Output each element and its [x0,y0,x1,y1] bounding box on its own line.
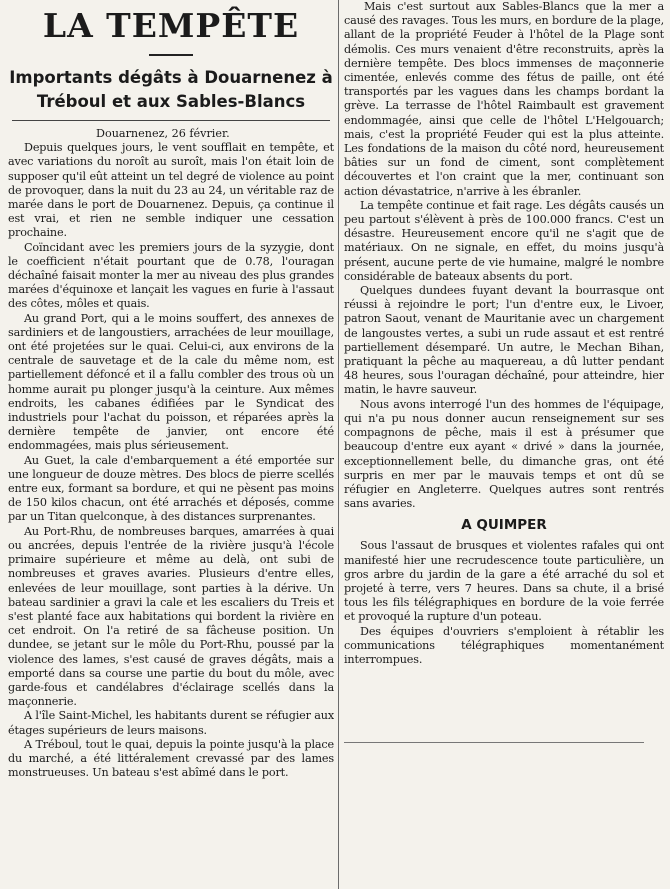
dateline: Douarnenez, 26 février. [96,127,230,140]
paragraph: Mais c'est surtout aux Sables-Blancs que la mer a causé des ravages. Tous les murs, en bordure de la plage, allant de la propriété Feuder à l'hôtel de la Plage sont démolis. Ces murs venaient d'être reconstruits, après la dernière tempête. Des blocs immenses de maçonnerie cimentée, enlevés comme des fétus de paille, ont été transportés par les vagues dans les champs bordant la grève. La terrasse de l'hôtel Raimbault est gravement endommagée, ainsi que celle de l'hôtel L'Helgouarch; mais, c'est la propriété Feuder qui est la plus atteinte. Les fondations de la maison du côté nord, heureusement bâties sur un fond de ciment, sont complètement découvertes et l'on craint que la mer, continuant son action dévastatrice, n'arrive à les ébranler. [344,0,664,198]
paragraph: A l'île Saint-Michel, les habitants durent se réfugier aux étages supérieurs de leurs maisons. [8,709,334,737]
section-end-rule [344,742,644,743]
column-rule [338,0,339,889]
paragraph: Quelques dundees fuyant devant la bourrasque ont réussi à rejoindre le port; l'un d'entre eux, le Livoer, patron Saout, venant de Mauritanie avec un chargement de langoustes vertes, a subi un rude assaut et est rentré partiellement désemparé. Un autre, le Mechan Bihan, pratiquant la pêche au maquereau, a dû lutter pendant 48 heures, sous l'ouragan déchaîné, pour atteindre, hier matin, le havre sauveur. [344,284,664,397]
paragraph: Nous avons interrogé l'un des hommes de l'équipage, qui n'a pu nous donner aucun renseignement sur ses compagnons de pêche, mais il est à présumer que beaucoup d'entre eux ayant « drivé » dans la journée, exceptionnellement belle, du dimanche gras, ont été surpris en mer par le mauvais temps et ont dû se réfugier en Angleterre. Quelques autres sont rentrés sans avaries. [344,397,664,511]
paragraph: Des équipes d'ouvriers s'emploient à rétablir les communications télégraphiques momentanément interrompues. [344,624,664,666]
headline: LA TEMPÊTE [42,6,300,45]
paragraph: Depuis quelques jours, le vent soufflait en tempête, et avec variations du noroît au suroît, mais l'on était loin de supposer qu'il eût atteint un tel degré de violence au point de provoquer, dans la nuit du 23 au 24, un véritable raz de marée dans le port de Douarnenez. Depuis, ça continue il est vrai, et rien ne semble indiquer une cessation prochaine. [8,141,334,240]
paragraph: Au Port-Rhu, de nombreuses barques, amarrées à quai ou ancrées, depuis l'entrée de la rivière jusqu'à l'école primaire supérieure et même au delà, ont subi de nombreuses et graves avaries. Plusieurs d'entre elles, enlevées de leur mouillage, sont parties à la dérive. Un bateau sardinier a gravi la cale et les escaliers du Treis et s'est planté face aux habitations qui bordent la rivière en cet endroit. On l'a retiré de sa fâcheuse position. Un dundee, se jetant sur le môle du Port-Rhu, poussé par la violence des lames, s'est causé de graves dégâts, mais a emporté dans sa course une partie du bout du môle, avec garde-fous et candélabres d'éclairage scellés dans la maçonnerie. [8,524,334,709]
paragraph: Au grand Port, qui a le moins souffert, des annexes de sardiniers et de langoustiers, arrachées de leur mouillage, ont été projetées sur le quai. Celui-ci, aux environs de la centrale de sauvetage et de la cale du même nom, est partiellement défoncé et il a fallu combler des trous où un homme aurait pu plonger jusqu'à la ceinture. Aux mêmes endroits, les cabanes édifiées par le Syndicat des industriels pour l'achat du poisson, et réparées après la dernière tempête de janvier, ont encore été endommagées, mais plus sérieusement. [8,311,334,453]
subheadline-divider [12,120,330,121]
section-heading-quimper: A QUIMPER [461,517,547,534]
paragraph: Sous l'assaut de brusques et violentes rafales qui ont manifesté hier une recrudescence toute particulière, un gros arbre du jardin de la gare a été arraché du sol et projeté à terre, vers 7 heures. Dans sa chute, il a brisé tous les fils télégraphiques en bordure de la voie ferrée et provoqué la rupture d'un poteau. [344,539,664,624]
subheadline: Importants dégâts à Douarnenez à Tréboul et aux Sables-Blancs [9,68,333,111]
paragraph: Au Guet, la cale d'embarquement a été emportée sur une longueur de douze mètres. Des blocs de pierre scellés entre eux, formant sa bordure, et qui ne pèsent pas moins de 150 kilos chacun, ont été arrachés et déposés, comme par un Titan quelconque, à des distances surprenantes. [8,453,334,524]
left-column [8,0,334,889]
paragraph: Coïncidant avec les premiers jours de la syzygie, dont le coefficient n'était pourtant que de 0.78, l'ouragan déchaîné faisait monter la mer au niveau des plus grandes marées d'équinoxe et lançait les vagues en furie à l'assaut des côtes, môles et quais. [8,240,334,311]
headline-divider [149,54,193,56]
paragraph: La tempête continue et fait rage. Les dégâts causés un peu partout s'élèvent à près de 100.000 francs. C'est un désastre. Heureusement encore qu'il ne s'agit que de matériaux. On ne signale, en effet, du moins jusqu'à présent, aucune perte de vie humaine, malgré le nombre considérable de bateaux absents du port. [344,198,664,283]
right-column [344,0,664,889]
paragraph: A Tréboul, tout le quai, depuis la pointe jusqu'à la place du marché, a été littéralement crevassé par des lames monstrueuses. Un bateau s'est abîmé dans le port. [8,737,334,780]
